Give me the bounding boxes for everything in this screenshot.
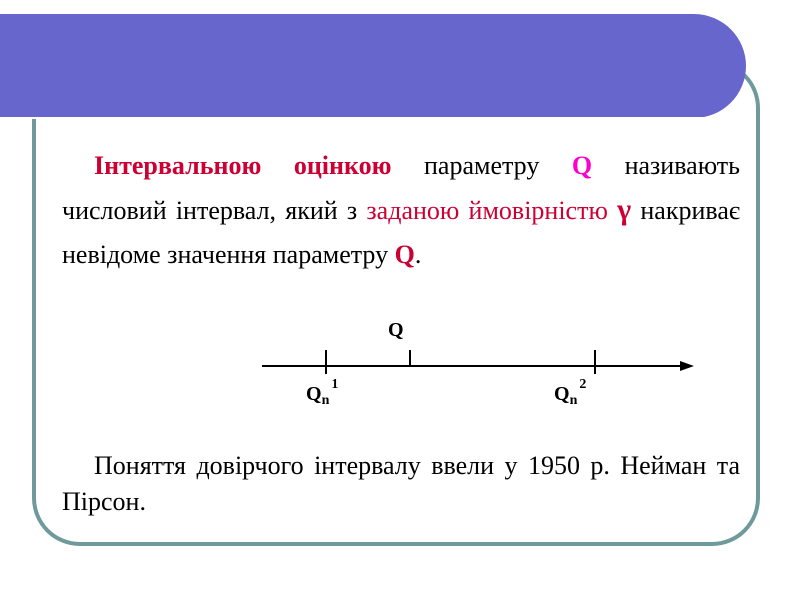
def-text-1: параметру <box>391 151 572 180</box>
label-parameter: Q <box>388 319 404 341</box>
label-right-q: Q <box>554 383 570 405</box>
label-left-q: Q <box>306 383 322 405</box>
param-q: Q <box>571 151 593 180</box>
term-interval-estimate: Інтервальною оцінкою <box>94 151 392 180</box>
param-q-2: Q <box>394 240 415 269</box>
definition-paragraph <box>62 144 740 277</box>
history-paragraph: Поняття довірчого інтервалу ввели у 1950 р. Нейман та Пірсон. <box>62 451 740 516</box>
def-text-2: називають числовий інтервал, який з <box>62 151 740 225</box>
title-banner <box>0 14 746 118</box>
banner-divider <box>0 117 708 119</box>
label-right-sup: 2 <box>579 377 587 392</box>
label-left-sub: n <box>321 393 330 408</box>
def-text-4: накриває невідоме значення параметру <box>62 196 741 269</box>
def-text-5: . <box>414 240 422 269</box>
gamma-symbol: γ <box>617 193 632 226</box>
label-left-sup: 1 <box>331 377 339 392</box>
label-right-sub: n <box>569 393 578 408</box>
term-given-probability: заданою ймовірністю <box>366 196 608 225</box>
definition-block <box>62 144 740 277</box>
def-text-3 <box>608 196 617 225</box>
